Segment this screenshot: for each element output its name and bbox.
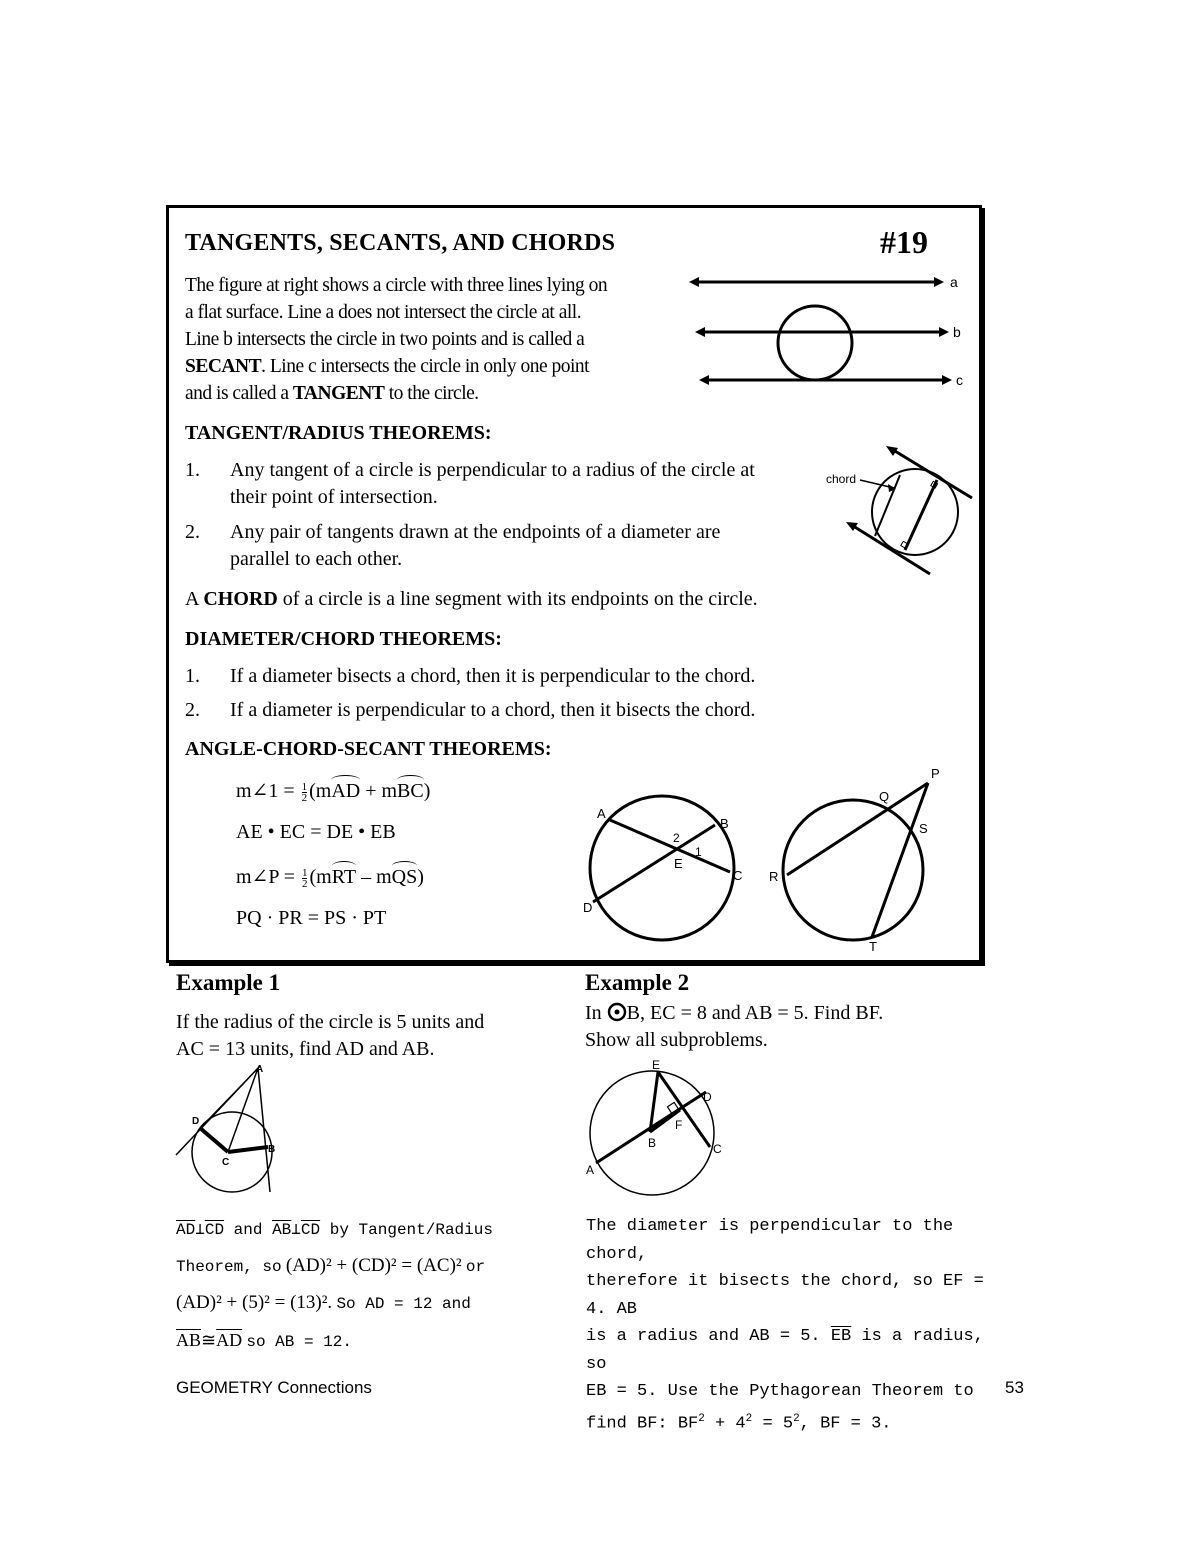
svg-text:B: B — [268, 1144, 276, 1155]
tangent-term: TANGENT — [292, 383, 385, 404]
line-a-label: a — [950, 274, 958, 290]
circle-symbol-icon — [607, 1002, 627, 1022]
formula-angle-1: m∠1 = $\frac{1}{2}$ (mAD + mBC) — [236, 780, 431, 804]
line-b-label: b — [953, 324, 961, 340]
intersecting-chords-figure — [575, 790, 755, 950]
example-1-figure — [170, 1060, 300, 1200]
svg-text:P: P — [931, 766, 940, 781]
diameter-theorem-2: 2. If a diameter is perpendicular to a chord, then it bisects the chord. — [185, 699, 756, 721]
svg-text:D: D — [583, 900, 593, 915]
example-1-solution: $\overline{AD}\perp\overline{CD}$ and $\overline{AB}\perp\overline{CD}$ by Tangent/Radius Theorem, so (AD)² + (CD)² = (AC)² or (AD)² + (5)² = (13)². So AD = 12 and $\overline{AB}≅\overline{AD}$ so AB = 12. — [176, 1221, 493, 1351]
svg-text:E: E — [652, 1058, 661, 1072]
svg-text:B: B — [648, 1136, 657, 1150]
footer-book-title: GEOMETRY Connections — [176, 1378, 372, 1397]
page-title: TANGENTS, SECANTS, AND CHORDS — [185, 230, 616, 256]
section-number: #19 — [880, 224, 928, 260]
diameter-theorem-1: 1. If a diameter bisects a chord, then it is perpendicular to the chord. — [185, 665, 756, 687]
example-1-prompt: If the radius of the circle is 5 units and AC = 13 units, find AD and AB. — [176, 1011, 485, 1060]
tangent-radius-heading: TANGENT/RADIUS THEOREMS: — [185, 422, 492, 444]
formula-chord-products: AE • EC = DE • EB — [236, 821, 396, 843]
three-lines-figure — [685, 265, 975, 395]
line-c-label: c — [956, 372, 963, 388]
svg-text:A: A — [586, 1163, 595, 1177]
svg-text:C: C — [222, 1157, 230, 1168]
secants-figure — [765, 765, 955, 955]
example-2-figure — [580, 1055, 740, 1205]
diameter-chord-heading: DIAMETER/CHORD THEOREMS: — [185, 628, 502, 650]
svg-text:C: C — [713, 1142, 722, 1156]
svg-text:2: 2 — [673, 831, 680, 845]
example-2-prompt: In B, EC = 8 and AB = 5. Find BF. Show all subproblems. — [585, 1002, 884, 1051]
tangent-theorem-2: 2. Any pair of tangents drawn at the endpoints of a diameter are parallel to each other. — [185, 521, 721, 570]
svg-text:D: D — [192, 1116, 200, 1127]
svg-text:F: F — [675, 1118, 683, 1132]
example-1-title: Example 1 — [176, 970, 281, 995]
svg-text:T: T — [869, 939, 877, 954]
svg-text:Q: Q — [879, 789, 890, 804]
svg-text:R: R — [769, 869, 779, 884]
svg-text:D: D — [703, 1090, 712, 1104]
intro-paragraph: The figure at right shows a circle with three lines lying on a flat surface. Line a does not intersect the circle at all. Line b intersects the circle in two points and is called a SECANT. Line c intersects the circle in only one point and is called a TANGENT to the circle. — [185, 275, 608, 404]
chord-tangent-figure — [820, 440, 980, 580]
svg-text:C: C — [733, 868, 743, 883]
tangent-theorem-1: 1. Any tangent of a circle is perpendicular to a radius of the circle at their point of intersection. — [185, 459, 755, 508]
svg-text:1: 1 — [695, 845, 702, 859]
svg-text:A: A — [597, 806, 606, 821]
example-2-solution: The diameter is perpendicular to the chord, therefore it bisects the chord, so EF = 4. AB is a radius and AB = 5. $\overline{EB}$ is a radius, so EB = 5. Use the Pythagorean Theorem to find BF: $BF^2 + 4^2 = 5^2$, BF = 3. — [586, 1217, 984, 1434]
example-2-title: Example 2 — [585, 970, 690, 995]
svg-text:E: E — [674, 856, 683, 871]
chord-label: chord — [826, 472, 857, 486]
formula-angle-p: m∠P = $\frac{1}{2}$ (mRT – mQS) — [236, 866, 424, 890]
angle-chord-secant-heading: ANGLE-CHORD-SECANT THEOREMS: — [185, 738, 552, 760]
chord-definition: A CHORD of a circle is a line segment with its endpoints on the circle. — [185, 588, 758, 610]
svg-text:B: B — [720, 816, 729, 831]
svg-text:A: A — [256, 1064, 264, 1075]
page-number: 53 — [1005, 1378, 1024, 1397]
secant-term: SECANT — [185, 356, 262, 377]
svg-text:S: S — [919, 821, 928, 836]
formula-secant-products: PQ · PR = PS · PT — [236, 907, 387, 929]
